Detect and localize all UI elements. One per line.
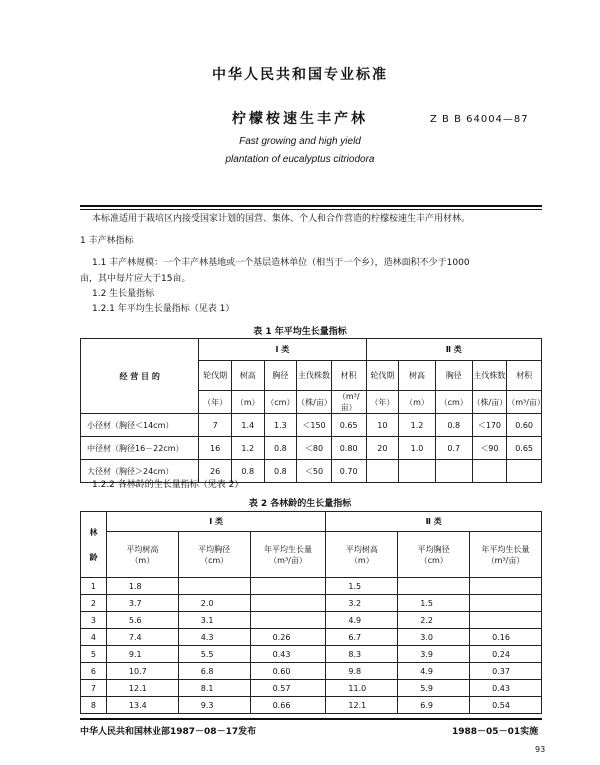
t2-u-vol-2: （m³/亩） [486,555,525,565]
english-title-line-1: Fast growing and high yield [239,136,361,147]
t1-u-ht-1: （m） [231,391,264,414]
section-1-1: 1.1 丰产林规模：一个丰产林基地或一个基层造林单位（相当于一个乡），造林面积不少于1000 [92,258,470,268]
table-2-cell: 6.8 [178,663,250,680]
intro-paragraph: 本标准适用于栽培区内接受国家计划的国营、集体、个人和合作营造的柠檬桉速生丰产用材林。 [92,214,471,224]
table-1-class-1: Ⅰ 类 [199,339,366,361]
header-rule [80,205,542,207]
table-2-cell: 1.5 [398,595,470,612]
t1-h-rot-2: 轮伐期 [366,361,399,391]
table-1-caption: 表 1 年平均生长量指标 [253,327,347,337]
table-1-cell [399,460,436,483]
section-1-2-2: 1.2.2 各林龄的生长量指标（见表 2） [92,480,244,490]
table-2-class-1: Ⅰ 类 [106,512,326,532]
table-2-cell: 3.0 [398,629,470,646]
page-number: 93 [535,745,546,754]
t1-h-stem-1: 主伐株数 [297,361,332,391]
table-1-cell: ＜50 [297,460,332,483]
table-2-cell: 3.9 [398,646,470,663]
table-2-age-cell: 2 [81,595,107,612]
table-1-row-label: 小径材（胸径＜14cm） [81,414,199,437]
table-1-row-label: 大径材（胸径＞24cm） [81,460,199,483]
t2-h-ht-2-label: 平均树高 [345,544,378,554]
table-2-cell: 12.1 [326,697,398,714]
table-2-row [81,646,542,663]
table-2-cell: 10.7 [106,663,178,680]
table-2-row [81,578,542,595]
table-2-cell: 8.1 [178,680,250,697]
table-1-cell: 0.8 [435,414,472,437]
table-2-age-cell: 5 [81,646,107,663]
t2-h-vol-1-label: 年平均生长量 [264,544,312,554]
table-2-cell: 5.5 [178,646,250,663]
table-1-row [81,437,542,460]
table-2-age-cell: 4 [81,629,107,646]
table-1-cell [366,460,399,483]
t1-u-stem-2: （株/亩） [472,391,507,414]
table-1-cell: 1.0 [399,437,436,460]
table-2-cell: 0.66 [250,697,326,714]
table-2-cell: 3.2 [326,595,398,612]
table-2-cell: 9.8 [326,663,398,680]
t2-u-ht-2: （m） [349,555,374,565]
t1-u-ht-2: （m） [399,391,436,414]
t2-h-vol-1 [250,532,326,578]
table-1-cell: 0.8 [264,437,297,460]
t2-u-dbh-2: （cm） [419,555,448,565]
section-1-1-cont: 亩，其中每片应大于15亩。 [80,274,191,284]
table-2-cell: 3.1 [178,612,250,629]
t1-u-dbh-2: （cm） [435,391,472,414]
t1-u-stem-1: （株/亩） [297,391,332,414]
t2-h-dbh-1-label: 平均胸径 [198,544,231,554]
table-2-cell: 9.3 [178,697,250,714]
table-2-cell: 1.5 [326,578,398,595]
t1-h-ht-1: 树高 [231,361,264,391]
table-2-cell: 1.8 [106,578,178,595]
table-2-row [81,595,542,612]
table-2-cell: 13.4 [106,697,178,714]
table-2-cell: 0.57 [250,680,326,697]
document-title: 柠檬桉速生丰产林 [232,111,368,127]
t2-h-dbh-2-label: 平均胸径 [417,544,450,554]
table-2-cell: 8.3 [326,646,398,663]
table-1-row [81,414,542,437]
table-1-cell: 0.70 [331,460,366,483]
t1-h-dbh-1: 胸径 [264,361,297,391]
table-1 [80,338,545,483]
table-2-age-cell: 7 [81,680,107,697]
t1-u-rot-2: （年） [366,391,399,414]
table-2-cell: 3.7 [106,595,178,612]
table-1-cell: 1.3 [264,414,297,437]
table-1-cell: 10 [366,414,399,437]
table-2-row [81,612,542,629]
table-2-cell [470,612,542,629]
table-2-age-cell: 1 [81,578,107,595]
table-2-cell: 11.0 [326,680,398,697]
standard-code: Z B B 64004—87 [430,114,529,125]
table-2-cell [250,595,326,612]
table-1-cell [472,460,507,483]
table-2-cell: 0.54 [470,697,542,714]
t1-h-vol-1: 材积 [331,361,366,391]
table-1-cell: ＜80 [297,437,332,460]
table-1-cell: 0.60 [507,414,542,437]
section-1-2: 1.2 生长量指标 [92,289,155,299]
table-1-cell: 1.2 [399,414,436,437]
t1-h-ht-2: 树高 [399,361,436,391]
table-1-cell: 7 [199,414,232,437]
table-2-age-char-2: 龄 [89,552,98,562]
t2-h-dbh-2 [398,532,470,578]
table-1-cell: ＜90 [472,437,507,460]
table-2-class-2: Ⅱ 类 [326,512,542,532]
table-2-cell: 6.7 [326,629,398,646]
table-2-cell: 0.43 [470,680,542,697]
table-1-cell: 0.80 [331,437,366,460]
section-1-heading: 1 丰产林指标 [80,236,134,246]
t1-u-vol-1: （m³/亩） [331,391,366,414]
table-2-cell: 5.9 [398,680,470,697]
t2-h-dbh-1 [178,532,250,578]
table-2-cell [398,578,470,595]
table-1-cell: 0.65 [507,437,542,460]
standard-title: 中华人民共和国专业标准 [212,67,388,83]
t1-h-stem-2: 主伐株数 [472,361,507,391]
t2-u-dbh-1: （cm） [200,555,229,565]
table-2-cell: 7.4 [106,629,178,646]
table-2-cell: 4.9 [326,612,398,629]
table-2-cell: 2.0 [178,595,250,612]
t2-u-ht-1: （m） [130,555,155,565]
table-2-cell: 12.1 [106,680,178,697]
table-1-cell: 0.7 [435,437,472,460]
t2-h-ht-1-label: 平均树高 [126,544,159,554]
table-2-cell: 4.3 [178,629,250,646]
table-2-age-char-1: 林 [89,527,98,537]
table-2-age-cell: 3 [81,612,107,629]
table-1-cell: 26 [199,460,232,483]
footer-rule [80,718,542,720]
table-2-cell [470,595,542,612]
english-title-line-2: plantation of eucalyptus citriodora [225,154,375,165]
table-2-caption: 表 2 各林龄的生长量指标 [248,499,352,509]
t1-u-vol-2: （m³/亩） [507,391,542,414]
section-1-2-1: 1.2.1 年平均生长量指标（见表 1） [92,304,235,314]
table-1-cell: 0.8 [264,460,297,483]
table-1-row-label: 中径材（胸径16－22cm） [81,437,199,460]
effective-date: 1988－05－01实施 [452,727,539,737]
table-2-cell: 0.24 [470,646,542,663]
t2-h-ht-2 [326,532,398,578]
t2-u-vol-1: （m³/亩） [269,555,307,565]
table-2-row [81,629,542,646]
table-1-cell: 20 [366,437,399,460]
table-2-cell [178,578,250,595]
table-1-cell: ＜150 [297,414,332,437]
table-1-cell: 0.65 [331,414,366,437]
table-2-cell: 6.9 [398,697,470,714]
table-2-age-cell: 8 [81,697,107,714]
table-2-cell: 4.9 [398,663,470,680]
table-2-cell: 2.2 [398,612,470,629]
table-1-cell: ＜170 [472,414,507,437]
table-1-cell [435,460,472,483]
table-2-row [81,680,542,697]
t2-h-vol-2-label: 年平均生长量 [481,544,530,554]
table-2-cell: 0.26 [250,629,326,646]
t1-u-rot-1: （年） [199,391,232,414]
t1-u-dbh-1: （cm） [264,391,297,414]
table-1-body [81,414,542,483]
t1-h-rot-1: 轮伐期 [199,361,232,391]
table-2-cell: 0.60 [250,663,326,680]
table-1-purpose-header: 经 营 目 的 [81,339,199,414]
table-2 [80,511,542,714]
table-2-cell: 0.16 [470,629,542,646]
table-1-cell [507,460,542,483]
header-rule-thin [80,209,542,210]
table-1-cell: 0.8 [231,460,264,483]
t2-h-vol-2 [470,532,542,578]
issuer-line: 中华人民共和国林业部1987－08－17发布 [80,727,257,737]
table-1-class-2: Ⅱ 类 [366,339,541,361]
table-2-cell [250,612,326,629]
table-2-cell [250,578,326,595]
t1-h-vol-2: 材积 [507,361,542,391]
table-2-cell: 0.43 [250,646,326,663]
table-2-row [81,663,542,680]
table-2-body [81,578,542,714]
table-1-cell: 1.2 [231,437,264,460]
table-2-age-cell: 6 [81,663,107,680]
table-2-cell: 0.37 [470,663,542,680]
table-2-cell: 9.1 [106,646,178,663]
table-1-cell: 1.4 [231,414,264,437]
table-2-row [81,697,542,714]
t2-h-ht-1 [106,532,178,578]
table-2-cell [470,578,542,595]
t1-h-dbh-2: 胸径 [435,361,472,391]
table-2-cell: 5.6 [106,612,178,629]
table-1-cell: 16 [199,437,232,460]
table-2-age-header [81,512,107,578]
